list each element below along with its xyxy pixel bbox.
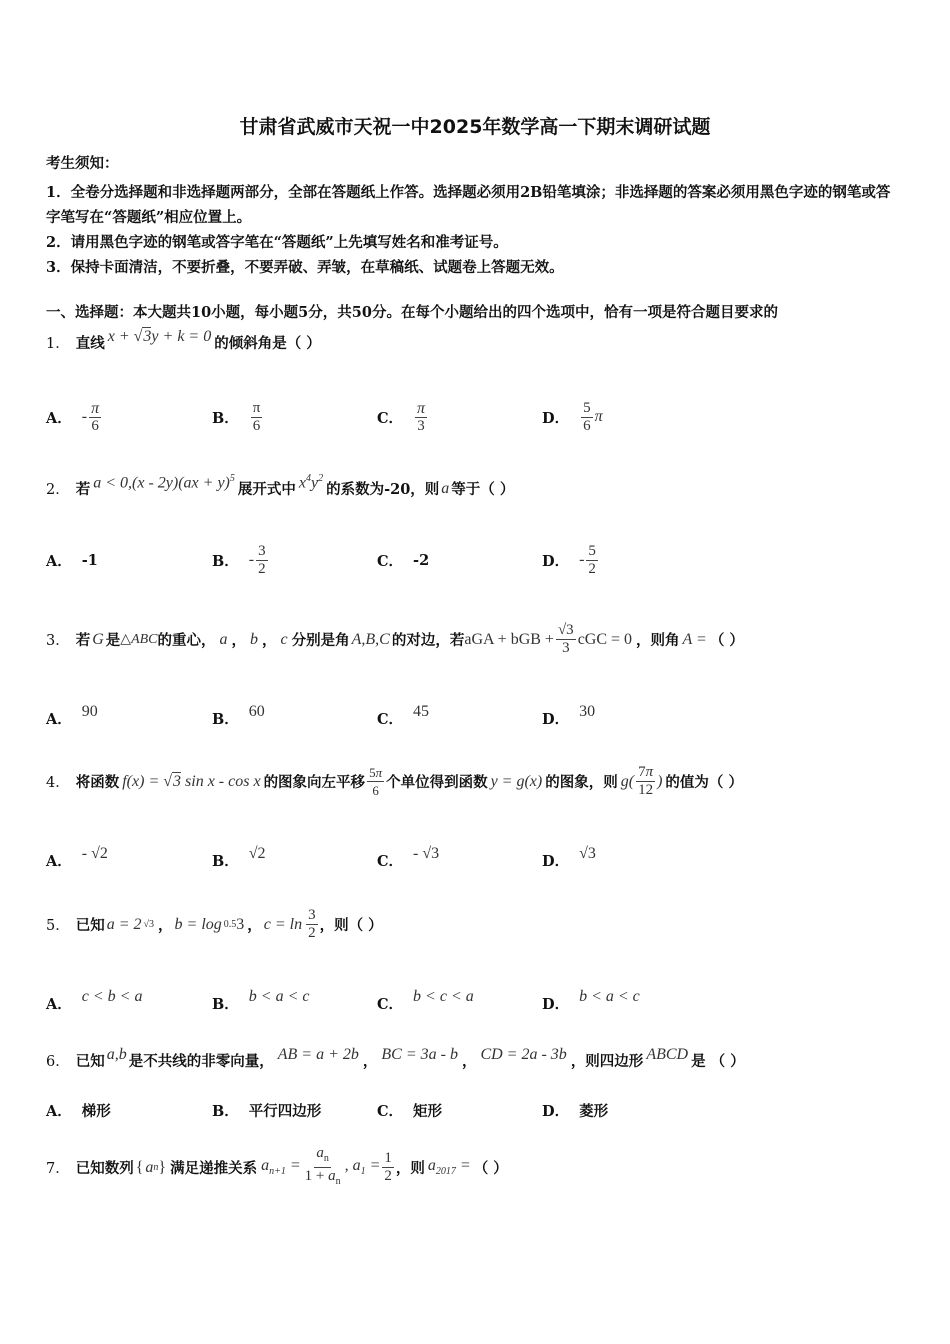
fraction: $\frac{5\pi}{6}$ xyxy=(369,765,383,798)
option-b[interactable]: B． - $\frac{3}{2}$ xyxy=(212,542,266,577)
option-b[interactable]: B． $\frac{\pi}{6}$ xyxy=(212,399,261,434)
question-text: 等于（ ） xyxy=(451,481,515,498)
question-6: 6． 已知 a,b 是不共线的非零向量， AB = a + 2b ， BC = 3a - b ， CD = 2a - 3b ，则四边形 ABCD 是 （ ） xyxy=(46,1045,745,1070)
option-c[interactable]: C． 矩形 xyxy=(377,1102,443,1120)
g-value: g( xyxy=(620,772,635,790)
option-c[interactable]: C． 45 xyxy=(377,703,430,728)
question-number: 6． xyxy=(46,1054,70,1070)
question-7: 7． 已知数列 { a n } 满足递推关系 $a_{n+1}$ = $\frac{a_n}{1 + a_n}$ , $a_1$ = $\frac{1}{2}$ ，则 $a_{2017}$ = （ ） xyxy=(46,1145,508,1190)
question-1-options xyxy=(46,392,906,442)
page-title: 甘肃省武威市天祝一中2025年数学高一下期末调研试题 xyxy=(239,116,711,138)
option-d[interactable]: D． b < a < c xyxy=(542,988,640,1013)
notice-list xyxy=(46,180,904,280)
option-d[interactable]: D． - $\frac{5}{2}$ xyxy=(542,542,596,577)
function-f: f(x) = √3 sin x - cos x xyxy=(122,772,261,790)
option-c[interactable]: C． $\frac{\pi}{3}$ xyxy=(377,399,426,434)
question-number: 3． xyxy=(46,633,70,649)
question-2-options xyxy=(46,535,906,585)
question-text: 的倾斜角是（ ） xyxy=(214,335,321,352)
notice-item: 1．全卷分选择题和非选择题两部分，全部在答题纸上作答。选择题必须用2B铅笔填涂；非选择题的答案必须用黑色字迹的钢笔或答字笔写在“答题纸”相应位置上。 xyxy=(46,184,891,226)
question-2 xyxy=(46,472,515,499)
fraction: $\frac{5}{2}$ xyxy=(588,542,596,577)
option-c[interactable]: C． b < c < a xyxy=(377,988,474,1013)
option-a[interactable]: A． 90 xyxy=(46,703,98,728)
question-3: 3． 若 G 是 △ABC 的重心， a ， b ， c 分别是角 A,B,C 的对边，若 aGA + bGB + $\frac{√3}{3}$ cGC = 0 ，则角 A = （ ） xyxy=(46,622,744,656)
section-heading: 一、选择题：本大题共10小题，每小题5分，共50分。在每个小题给出的四个选项中，恰有一项是符合题目要求的 xyxy=(46,304,778,321)
question-number: 7． xyxy=(46,1161,70,1177)
option-d[interactable]: D． $\frac{5}{6}$ π xyxy=(542,399,603,434)
fraction: $\frac{a_n}{1 + a_n}$ xyxy=(304,1145,341,1187)
question-text: 展开式中 xyxy=(237,481,296,498)
fraction: $\frac{3}{2}$ xyxy=(258,542,266,577)
fraction: $\frac{\pi}{6}$ xyxy=(252,399,261,434)
notice-item: 2．请用黑色字迹的钢笔或答字笔在“答题纸”上先填写姓名和准考证号。 xyxy=(46,234,508,251)
option-a[interactable]: A． - √2 xyxy=(46,845,108,870)
option-b[interactable]: B． 60 xyxy=(212,703,265,728)
option-a[interactable]: A． - $\frac{\pi}{6}$ xyxy=(46,399,100,434)
question-5-options xyxy=(46,978,906,1028)
question-number: 1． xyxy=(46,336,70,352)
question-number: 5． xyxy=(46,918,70,934)
fraction: $\frac{7\pi}{12}$ xyxy=(638,764,654,798)
question-3-options xyxy=(46,693,906,743)
fraction: $\frac{3}{2}$ xyxy=(308,907,316,941)
option-a[interactable]: A． -1 xyxy=(46,551,98,570)
question-number: 4． xyxy=(46,775,70,791)
question-5: 5． 已知 a = 2 √3 ， b = log 0.5 3 ， c = ln $\frac{3}{2}$ ，则（ ） xyxy=(46,907,383,941)
notice-heading: 考生须知： xyxy=(46,155,119,172)
option-a[interactable]: A． c < b < a xyxy=(46,988,143,1013)
option-d[interactable]: D． 菱形 xyxy=(542,1102,609,1120)
fraction: $\frac{1}{2}$ xyxy=(384,1150,392,1184)
question-text: 若 xyxy=(75,632,91,649)
question-4: 4． 将函数 f(x) = √3 sin x - cos x 的图象向左平移 $\frac{5\pi}{6}$ 个单位得到函数 y = g(x) 的图象，则 g( $\frac{7\pi}{12}$ ) 的值为（ ） xyxy=(46,764,743,798)
option-b[interactable]: B． b < a < c xyxy=(212,988,310,1013)
option-d[interactable]: D． 30 xyxy=(542,703,596,728)
question-text: 直线 xyxy=(75,335,105,352)
term: $x^4y^2$ xyxy=(298,472,324,492)
question-text: 若 xyxy=(75,481,91,498)
option-b[interactable]: B． √2 xyxy=(212,845,266,870)
option-b[interactable]: B． 平行四边形 xyxy=(212,1102,322,1120)
question-number: 2． xyxy=(46,482,70,498)
question-1 xyxy=(46,327,321,353)
option-c[interactable]: C． -2 xyxy=(377,551,430,570)
option-a[interactable]: A． 梯形 xyxy=(46,1102,111,1120)
notice-item: 3．保持卡面清洁，不要折叠，不要弄破、弄皱，在草稿纸、试题卷上答题无效。 xyxy=(46,259,564,276)
line-equation: x + √3y + k = 0 xyxy=(107,327,212,345)
fraction: $\frac{\pi}{6}$ xyxy=(91,399,100,434)
fraction: $\frac{\pi}{3}$ xyxy=(417,399,426,434)
question-4-options xyxy=(46,835,906,885)
option-d[interactable]: D． √3 xyxy=(542,845,596,870)
question-6-options xyxy=(46,1085,906,1135)
option-c[interactable]: C． - √3 xyxy=(377,845,440,870)
variable: a xyxy=(441,479,450,497)
question-text: 的系数为-20，则 xyxy=(326,481,440,498)
expression: a < 0,(x - 2y)(ax + y)$^5$ xyxy=(93,472,235,492)
fraction: $\frac{√3}{3}$ xyxy=(557,622,574,656)
fraction: $\frac{5}{6}$ xyxy=(583,399,591,434)
